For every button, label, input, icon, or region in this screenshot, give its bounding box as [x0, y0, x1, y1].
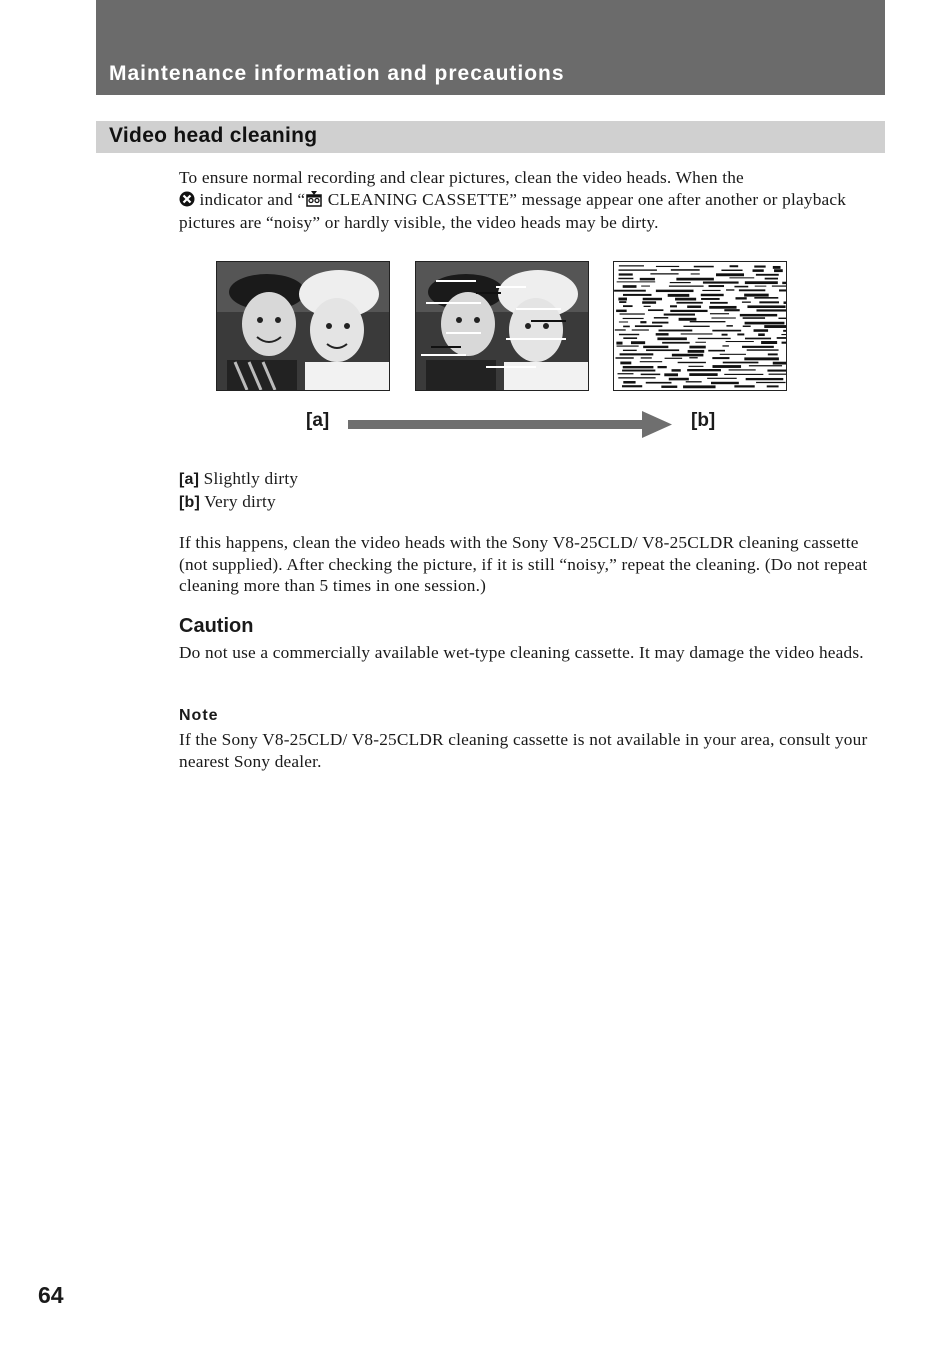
note-text: If the Sony V8-25CLD/ V8-25CLDR cleaning cassette is not available in your area, consult your nearest Sony dealer. [179, 730, 868, 771]
warning-x-icon [179, 191, 195, 213]
label-a: [a] [306, 410, 330, 431]
intro-text-3: CLEANING CASSETTE” message appear one after another or playback pictures are “noisy” or hardly visible, the video heads may be dirty. [179, 189, 847, 232]
label-b: [b] [691, 410, 716, 431]
dirty-heads-figure [216, 261, 788, 391]
intro-text-1: To ensure normal recording and clear pictures, clean the video heads. When the [179, 168, 744, 187]
intro-paragraph [179, 167, 869, 234]
arrow-icon [346, 410, 676, 440]
legend-item-b: [b] Very dirty [179, 491, 276, 511]
image-very-dirty [613, 261, 787, 391]
intro-text-2: indicator and “ [195, 189, 306, 209]
cassette-icon [305, 190, 323, 213]
legend-item-a: [a] Slightly dirty [179, 469, 299, 488]
note-heading: Note [179, 707, 219, 724]
caution-text: Do not use a commercially available wet-type cleaning cassette. It may damage the video heads. [179, 643, 864, 662]
image-clear [216, 261, 390, 391]
page-number: 64 [38, 1282, 64, 1308]
section-bar [96, 121, 885, 153]
cleaning-instructions: If this happens, clean the video heads with the Sony V8-25CLD/ V8-25CLDR cleaning cassette (not supplied). After checking the picture, if it is still “noisy,” repeat the cleaning. (Do not repeat cleaning more than 5 times in one session.) [179, 533, 868, 595]
caution-heading: Caution [179, 615, 254, 637]
header-title: Maintenance information and precautions [109, 62, 565, 85]
figure-legend [179, 468, 869, 513]
header-bar [96, 0, 885, 95]
section-title: Video head cleaning [109, 124, 318, 147]
dirt-progression-arrow [300, 406, 730, 442]
image-slightly-dirty [415, 261, 589, 391]
